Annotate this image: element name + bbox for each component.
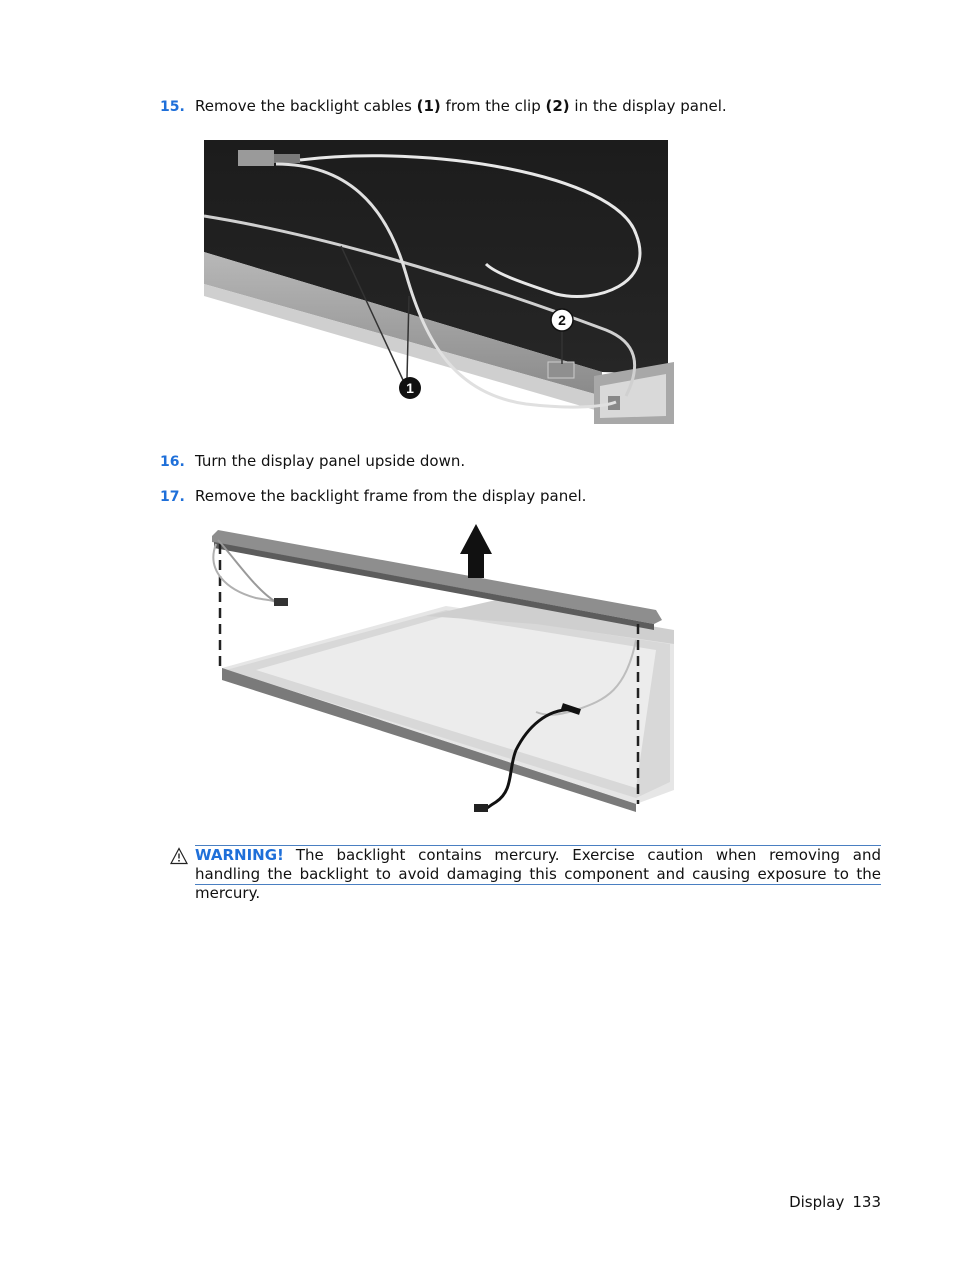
warning-text-block (195, 846, 881, 903)
page-footer (789, 1192, 881, 1212)
footer-section: Display (789, 1193, 845, 1211)
step-text-after: in the display panel. (569, 97, 727, 115)
step-text: Remove the backlight frame from the display panel. (195, 487, 587, 505)
callout-ref-1: (1) (416, 97, 441, 115)
step-text-before: Remove the backlight cables (195, 97, 417, 115)
callout-2: 2 (558, 312, 566, 328)
warning-label: WARNING! (195, 846, 284, 864)
step-text: Turn the display panel upside down. (195, 452, 466, 470)
callout-ref-2: (2) (545, 97, 570, 115)
warning-rule-bottom (195, 884, 881, 885)
page-number: 133 (852, 1193, 881, 1211)
backlight-frame-illustration (196, 520, 674, 826)
warning-triangle-icon (170, 847, 188, 865)
backlight-cables-illustration (196, 134, 674, 430)
step-text-middle: from the clip (440, 97, 546, 115)
step-number: 15. (160, 99, 185, 115)
callout-1: 1 (406, 380, 414, 396)
warning-note (170, 845, 881, 902)
step-15 (160, 96, 727, 117)
step-number: 16. (160, 454, 185, 470)
figure-backlight-cables (196, 134, 674, 430)
step-16 (160, 451, 465, 472)
figure-backlight-frame (196, 520, 674, 826)
step-number: 17. (160, 489, 185, 505)
step-17 (160, 486, 586, 507)
warning-message: The backlight contains mercury. Exercise caution when removing and handling the backlight to avoid damaging this component and causing exposure to the mercury. (195, 846, 881, 902)
